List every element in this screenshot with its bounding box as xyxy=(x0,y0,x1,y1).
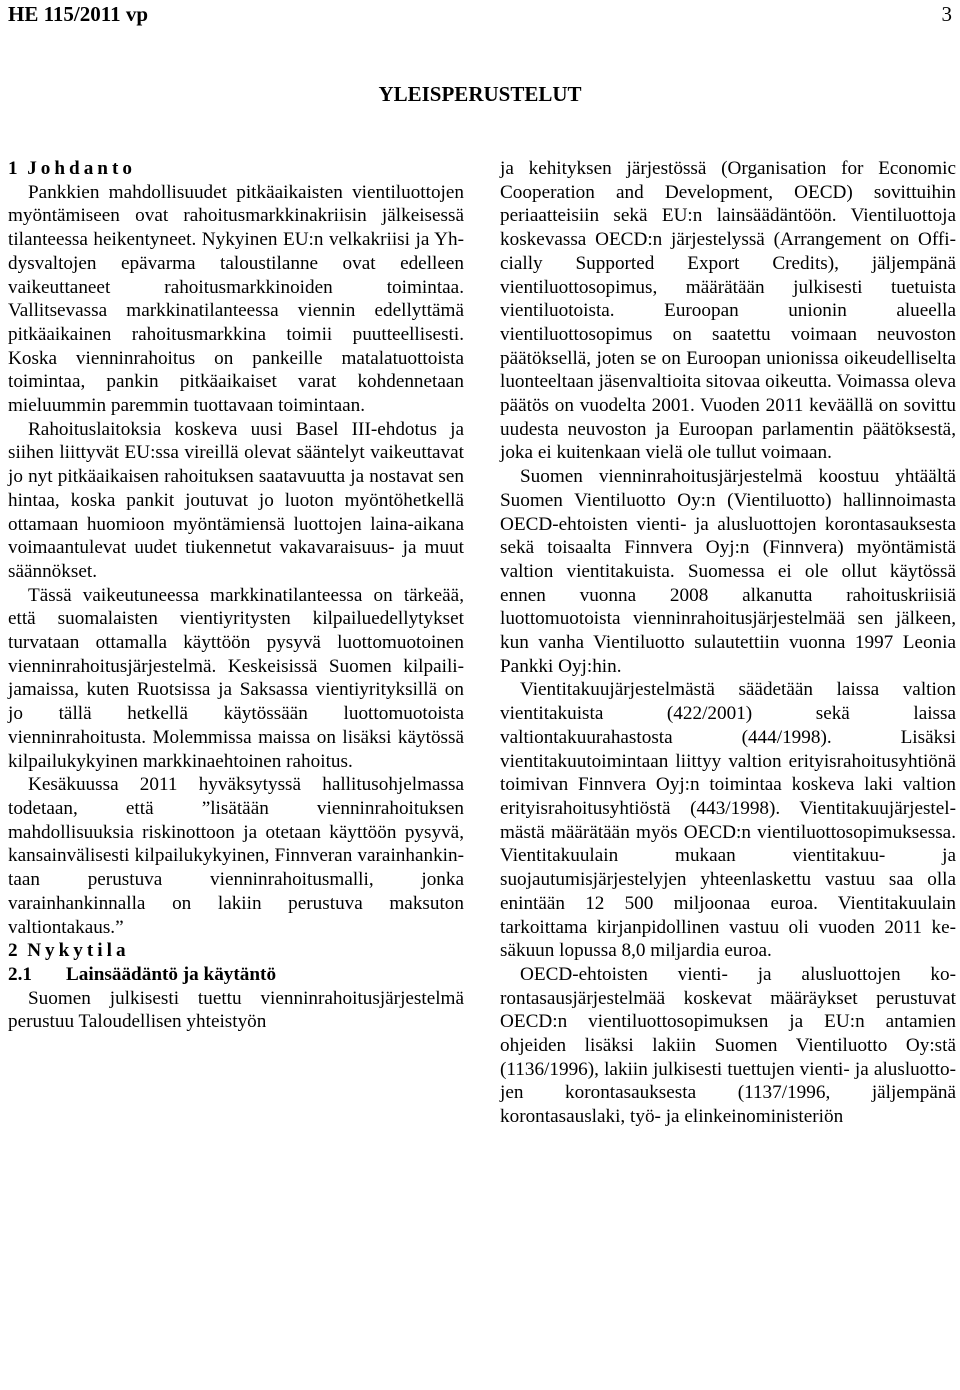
paragraph: OECD-ehtoisten vienti- ja alusluottojen korontasausjärjestelmää koskevat määräykset perustuvat OECD:n vientiluottosopimuksen ja EU:n antamien ohjeiden lisäksi lakiin Suomen Vientiluotto Oy:stä (1136/1996), lakiin julkisesti tuettujen vienti- ja alusluottojen korontasauksesta (1137/1996, jäljempänä korontasauslaki, työ- ja elinkeinoministeriön xyxy=(500,963,956,1128)
heading-number: 2.1 xyxy=(8,963,32,985)
right-column xyxy=(500,157,956,1129)
section-title: YLEISPERUSTELUT xyxy=(378,82,582,106)
paragraph: Pankkien mahdollisuudet pitkäaikaisten vientiluottojen myöntämiseen ovat rahoitusmarkkinakriisin jälkeisessä tilanteessa heikentyneet. Nykyinen EU:n velkakriisi ja Yhdysvaltojen epävarma taloustilanne ovat edelleen vaikeuttaneet rahoitusmarkkinoiden toimintaa. Vallitsevassa markkinatilanteessa viennin edellyttämä pitkäaikainen rahoitusmarkkina toimii puutteellisesti. Koska vienninrahoitus on pankeille matalatuottoista toimintaa, pankin pitkäaikaiset varat kohdennetaan mieluummin paremmin tuottavaan toimintaan. xyxy=(8,181,464,417)
left-column xyxy=(8,157,464,1034)
paragraph: Suomen vienninrahoitusjärjestelmä koostuu yhtäältä Suomen Vientiluotto Oy:n (Vientiluotto) hallinnoimasta OECD-ehtoisten vienti- ja alusluottojen korontasauksesta sekä toisaalta Finnvera Oyj:n (Finnvera) myöntämistä valtion vientitakuista. Suomessa ei ole ollut käytössä ennen vuonna 2008 alkanutta rahoituskriisiä luottomuotoista vienninrahoitusjärjestelmää sen jälkeen, kun vanha Vientiluotto sulautettiin vuonna 1997 Leonia Pankki Oyj:hin. xyxy=(500,466,956,677)
paragraph: Suomen julkisesti tuettu vienninrahoitusjärjestelmä perustuu Taloudellisen yhteistyön xyxy=(8,987,464,1033)
document-id: HE 115/2011 vp xyxy=(8,2,149,26)
heading-current-state xyxy=(8,939,464,963)
heading-legislation xyxy=(8,963,464,987)
paragraph: Rahoituslaitoksia koskeva uusi Basel III-ehdotus ja siihen liittyvät EU:ssa vireillä olevat sääntelyt vaikeuttavat jo nyt pitkäaikaisen rahoituksen saatavuutta ja nostavat sen hintaa, koska pankit joutuvat jo luoton myöntöhetkellä ottamaan huomioon myöntämiensä luottojen laina-aikana voimaantulevat uudet tiukennetut vakavaraisuus- ja muut säännökset. xyxy=(8,418,464,582)
heading-text: Lainsäädäntö ja käytäntö xyxy=(66,963,277,985)
page-number: 3 xyxy=(941,2,952,26)
paragraph: Vientitakuujärjestelmästä säädetään laissa valtion vientitakuista (422/2001) sekä laissa valtiontakuurahastosta (444/1998). Lisäksi vientitakuutoimintaan liittyy valtion erityisrahoitusyhtiönä toimivan Finnvera Oyj:n toimintaa koskeva laki valtion erityisrahoitusyhtiöstä (443/1998). Vientitakuujärjestelmästä määrätään myös OECD:n vientiluottosopimuksessa. Vientitakuulain mukaan vientitakuu- ja suojautumisjärjestelyjen yhteenlaskettu vastuu saa olla enintään 12 500 miljoonaa euroa. Vientitakuulain tarkoittama kirjanpidollinen vastuu oli vuoden 2011 kesäkuun lopussa 8,0 miljardia euroa. xyxy=(500,679,956,962)
paragraph: ja kehityksen järjestössä (Organisation for Economic Cooperation and Development, OECD) sovittuihin periaatteisiin sekä EU:n lainsäädäntöön. Vientiluottoja koskevassa OECD:n järjestelyssä (Arrangement on Officially Supported Export Credits), jäljempänä vientiluottosopimus, määrätään julkisesti tuetuista vientiluotoista. Euroopan unionin alueella vientiluottosopimus on saatettu voimaan neuvoston päätöksellä, joten se on Euroopan unionissa oikeudelliselta luonteeltaan jäsenvaltioita sitovaa oikeutta. Voimassa oleva päätös on vuodelta 2001. Vuoden 2011 keväällä on sovittu uudesta neuvoston ja Euroopan parlamentin päätöksestä, joka ei kuitenkaan vielä ole tullut voimaan. xyxy=(500,158,956,464)
heading-text: Nykytila xyxy=(27,940,130,962)
heading-introduction xyxy=(8,157,464,181)
heading-number: 2 xyxy=(8,940,18,962)
heading-text: Johdanto xyxy=(27,158,136,179)
paragraph: Tässä vaikeutuneessa markkinatilanteessa on tärkeää, että suomalaisten vientiyritysten kilpailuedellytykset turvataan ottamalla käyttöön pysyvä luottomuotoinen vienninrahoitusjärjestelmä. Keskeisissä Suomen kilpailijamaissa, kuten Ruotsissa ja Saksassa vientiyrityksillä on jo tällä hetkellä käytössään luottomuotoista vienninrahoitusta. Molemmissa maissa on lisäksi käytössä kilpailukykyinen markkinaehtoinen rahoitus. xyxy=(8,584,464,772)
heading-number: 1 xyxy=(8,158,18,179)
paragraph: Kesäkuussa 2011 hyväksytyssä hallitusohjelmassa todetaan, että ”lisätään vienninrahoituksen mahdollisuuksia riskinottoon ja otetaan käyttöön pysyvä, kansainvälisesti kilpailukykyinen, Finnveran varainhankintaan perustuva vienninrahoitusmalli, jonka varainhankinnalla on lakiin perustuva maksuton valtiontakaus.” xyxy=(8,774,464,938)
